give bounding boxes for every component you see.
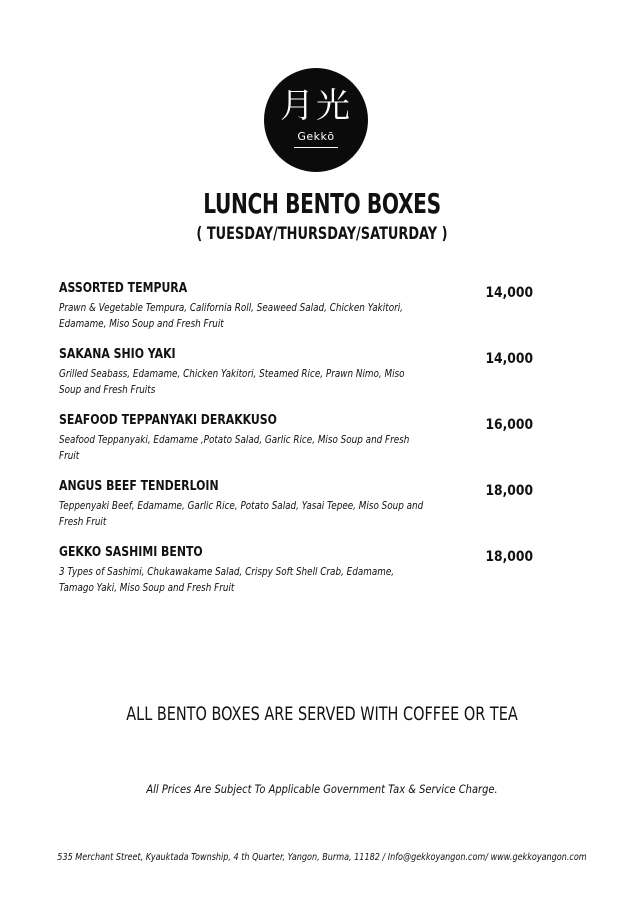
item-price: 14,000	[485, 351, 533, 367]
item-description: Prawn & Vegetable Tempura, California Roll, Seaweed Salad, Chicken Yakitori, Edamame, Miso Soup and Fresh Fruit	[59, 302, 403, 330]
menu-days: ( TUESDAY/THURSDAY/SATURDAY )	[196, 224, 448, 244]
restaurant-logo	[264, 68, 368, 172]
logo-underline	[294, 147, 338, 148]
logo-kanji: 月光	[280, 86, 352, 126]
item-price: 14,000	[485, 285, 533, 301]
menu-item	[59, 347, 539, 413]
menu-item	[59, 545, 539, 611]
item-price: 16,000	[485, 417, 533, 433]
item-description: Seafood Teppanyaki, Edamame ,Potato Salad, Garlic Rice, Miso Soup and Fresh Fruit	[59, 434, 410, 462]
footer-contact: 535 Merchant Street, Kyauktada Township, 4 th Quarter, Yangon, Burma, 11182 / Info@gekkoyangon.com/ www.gekkoyangon.com	[57, 852, 587, 863]
menu-item	[59, 479, 539, 545]
menu-title: LUNCH BENTO BOXES	[203, 187, 441, 220]
item-description: 3 Types of Sashimi, Chukawakame Salad, Crispy Soft Shell Crab, Edamame, Tamago Yaki, Miso Soup and Fresh Fruit	[59, 566, 395, 594]
item-price: 18,000	[485, 483, 533, 499]
coffee-tea-note: ALL BENTO BOXES ARE SERVED WITH COFFEE OR TEA	[126, 703, 518, 725]
tax-disclaimer: All Prices Are Subject To Applicable Government Tax & Service Charge.	[146, 782, 498, 796]
logo-wordmark: Gekkō	[297, 130, 335, 143]
item-price: 18,000	[485, 549, 533, 565]
item-name: SAKANA SHIO YAKI	[59, 347, 176, 362]
menu-item	[59, 281, 539, 347]
item-name: ASSORTED TEMPURA	[59, 281, 188, 296]
item-name: ANGUS BEEF TENDERLOIN	[59, 479, 219, 494]
item-name: SEAFOOD TEPPANYAKI DERAKKUSO	[59, 413, 277, 428]
item-description: Teppenyaki Beef, Edamame, Garlic Rice, Potato Salad, Yasai Tepee, Miso Soup and Fresh Fruit	[59, 500, 424, 528]
menu-list	[59, 281, 539, 611]
item-description: Grilled Seabass, Edamame, Chicken Yakitori, Steamed Rice, Prawn Nimo, Miso Soup and Fresh Fruits	[59, 368, 405, 396]
menu-item	[59, 413, 539, 479]
item-name: GEKKO SASHIMI BENTO	[59, 545, 203, 560]
